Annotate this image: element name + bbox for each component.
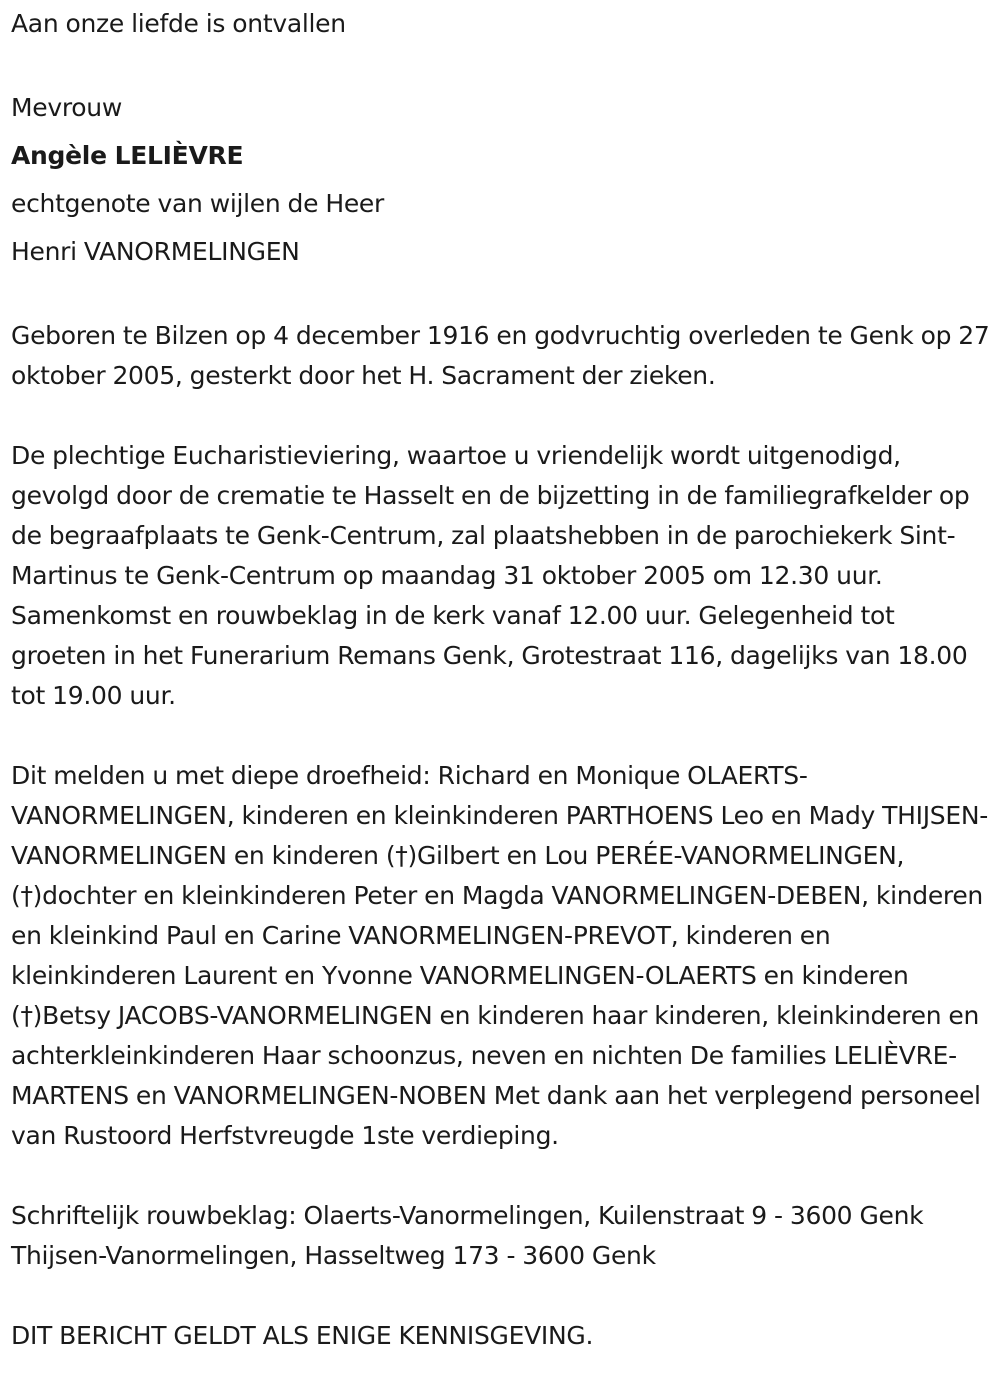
condolences-paragraph: Schriftelijk rouwbeklag: Olaerts-Vanormelingen, Kuilenstraat 9 - 3600 Genk Thijsen-Vanormelingen, Hasseltweg 173 - 3600 Genk <box>11 1201 924 1270</box>
birth-death-paragraph: Geboren te Bilzen op 4 december 1916 en godvruchtig overleden te Genk op 27 oktober 2005, gesterkt door het H. Sacrament der zieken. <box>11 321 990 390</box>
death-notice <box>11 4 996 1356</box>
ceremony-paragraph: De plechtige Eucharistieviering, waartoe u vriendelijk wordt uitgenodigd, gevolgd door de crematie te Hasselt en de bijzetting in de familiegrafkelder op de begraafplaats te Genk-Centrum, zal plaatshebben in de parochiekerk Sint-Martinus te Genk-Centrum op maandag 31 oktober 2005 om 12.30 uur. Samenkomst en rouwbeklag in de kerk vanaf 12.00 uur. Gelegenheid tot groeten in het Funerarium Remans Genk, Grotestraat 116, dagelijks van 18.00 tot 19.00 uur. <box>11 441 970 710</box>
deceased-name: Angèle LELIÈVRE <box>11 141 244 170</box>
spouse-name: Henri VANORMELINGEN <box>11 237 300 266</box>
family-paragraph: Dit melden u met diepe droefheid: Richard en Monique OLAERTS-VANORMELINGEN, kinderen en kleinkinderen PARTHOENS Leo en Mady THIJSEN-VANORMELINGEN en kinderen (†)Gilbert en Lou PERÉE-VANORMELINGEN, (†)dochter en kleinkinderen Peter en Magda VANORMELINGEN-DEBEN, kinderen en kleinkind Paul en Carine VANORMELINGEN-PREVOT, kinderen en kleinkinderen Laurent en Yvonne VANORMELINGEN-OLAERTS en kinderen (†)Betsy JACOBS-VANORMELINGEN en kinderen haar kinderen, kleinkinderen en achterkleinkinderen Haar schoonzus, neven en nichten De families LELIÈVRE-MARTENS en VANORMELINGEN-NOBEN Met dank aan het verplegend personeel van Rustoord Herfstvreugde 1ste verdieping. <box>11 761 988 1150</box>
salutation: Mevrouw <box>11 93 122 122</box>
intro-line: Aan onze liefde is ontvallen <box>11 9 346 38</box>
closing-line: DIT BERICHT GELDT ALS ENIGE KENNISGEVING. <box>11 1321 594 1350</box>
relation-line: echtgenote van wijlen de Heer <box>11 189 384 218</box>
